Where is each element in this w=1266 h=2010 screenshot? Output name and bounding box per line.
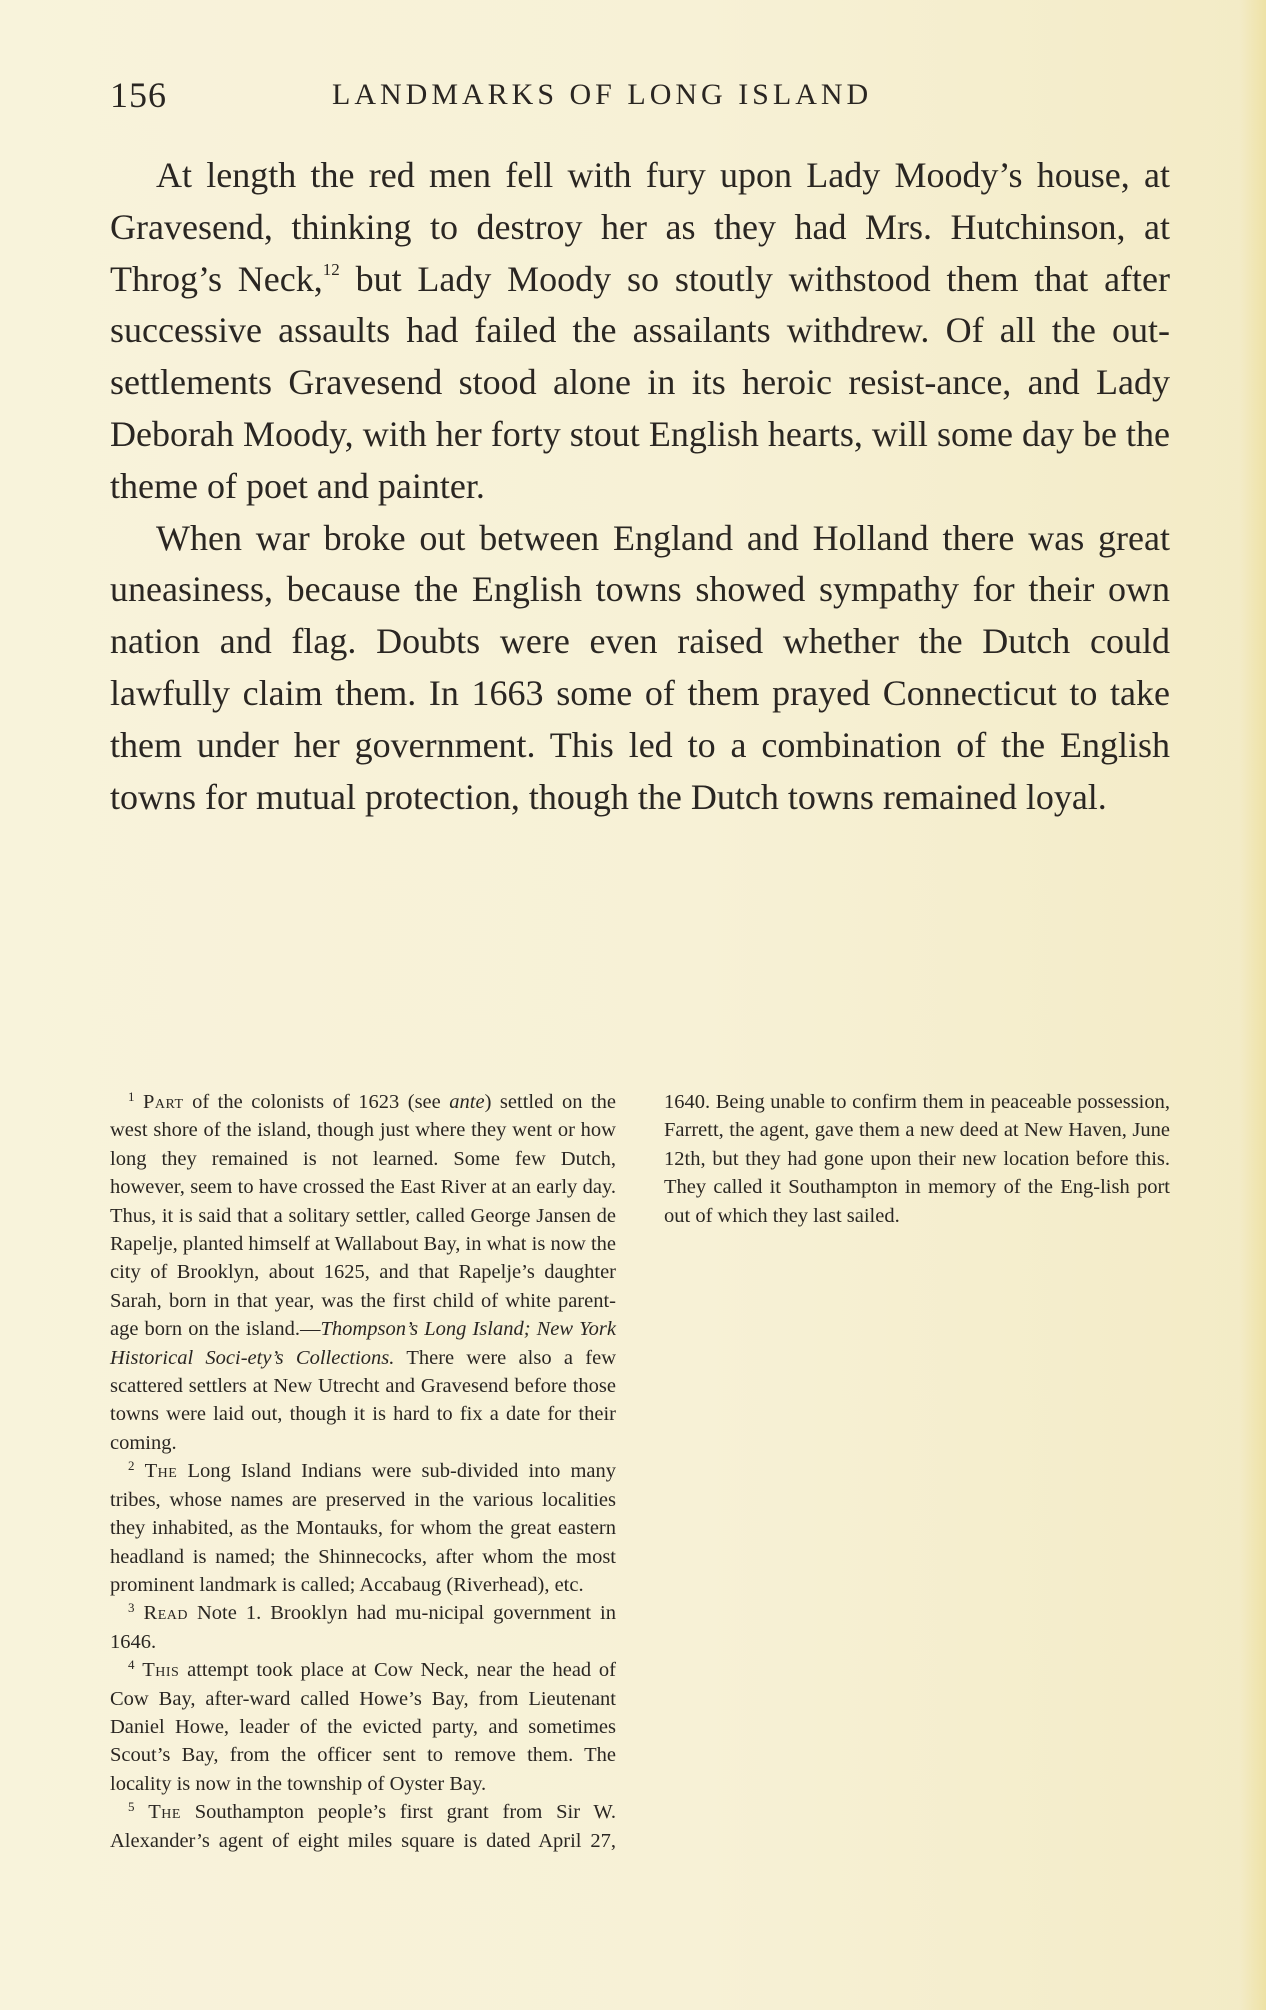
- footnote: [110, 1457, 616, 1599]
- footnote-text: of the colonists of 1623 (see: [183, 1091, 450, 1113]
- footnote-source-citation: Thompson’s Long Island; New York Historical Soci-ety’s Collections.: [110, 1318, 616, 1369]
- footnote-text: Long Island Indians were sub-divided into many tribes, whose names are preserved in the various localities they inhabited, as the Montauks, for whom the great eastern headland is named; the Shinnecocks, after whom the most prominent landmark is called; Accabaug (Riverhead), etc.: [110, 1460, 617, 1596]
- footnote-number: 3: [128, 1600, 135, 1616]
- footnote-lead-word: Read: [143, 1602, 188, 1625]
- footnote-number: 2: [128, 1458, 135, 1474]
- footnote-reference: 12: [322, 259, 340, 279]
- page-edge-shading: [1240, 0, 1266, 2010]
- footnote: [110, 1599, 616, 1656]
- running-head: [110, 74, 1170, 124]
- footnote-number: 4: [128, 1657, 135, 1673]
- footnote: [110, 1656, 616, 1798]
- footnote-text: Southampton people’s first grant from Sir W. Alexander’s agent of eight miles square is dated April 27, 1640. Being unable to confirm them in peaceable possession, Farrett, the agent, gave them a new deed at New Haven, June 12th, but they had gone upon their new location before this. They called it Southampton in memory of the Eng-lish port out of which they last sailed.: [110, 1091, 1170, 1852]
- footnote-text: ) settled on the west shore of the island, though just where they went or how long they remained is not learned. Some few Dutch, however, seem to have crossed the East River at an early day. Thus, it is said that a solitary settler, called George Jansen de Rapelje, planted himself at Wallabout Bay, in what is now the city of Brooklyn, about 1625, and that Rapelje’s daughter Sarah, born in that year, was the first child of white parent-age born on the island.—: [110, 1091, 617, 1341]
- footnote-lead-word: Part: [143, 1091, 184, 1113]
- footnote-text: Note 1. Brooklyn had mu-nicipal government in 1646.: [110, 1602, 617, 1653]
- paragraph-text: At length the red men fell with fury upon Lady Moody’s house, at Gravesend, thinking to destroy her as they had Mrs. Hutchinson, at Throg’s Neck,: [110, 155, 1170, 299]
- page-number: 156: [110, 75, 167, 115]
- footnote-text: attempt took place at Cow Neck, near the head of Cow Bay, after-ward called Howe’s Bay, from Lieutenant Daniel Howe, leader of the evicted party, and sometimes Scout’s Bay, from the officer sent to remove them. The locality is now in the township of Oyster Bay.: [110, 1659, 616, 1795]
- footnote-italic-word: ante: [449, 1091, 485, 1113]
- main-text: [110, 150, 1170, 823]
- footnotes: [110, 1088, 1170, 1863]
- footnote-number: 1: [128, 1089, 135, 1104]
- footnote-lead-word: The: [144, 1460, 178, 1483]
- footnote-number: 5: [128, 1799, 135, 1815]
- paragraph-text: When war broke out between England and Holland there was great uneasiness, because the English towns showed sympathy for their own nation and flag. Doubts were even raised whether the Dutch could lawfully claim them. In 1663 some of them prayed Connecticut to take them under her government. This led to a combination of the English towns for mutual protection, though the Dutch towns remained loyal.: [110, 517, 1170, 817]
- footnote-lead-word: This: [142, 1659, 180, 1682]
- running-title: LANDMARKS OF LONG ISLAND: [332, 78, 873, 111]
- body-paragraph: [110, 150, 1170, 513]
- paragraph-text: but Lady Moody so stoutly withstood them that after successive assaults had failed the assailants withdrew. Of all the out-settlements Gravesend stood alone in its heroic resist-ance, and Lady Deborah Moody, with her forty stout English hearts, will some day be the theme of poet and painter.: [110, 258, 1170, 506]
- footnote-text: There were also a few scattered settlers at New Utrecht and Gravesend before those towns were laid out, though it is hard to fix a date for their coming.: [110, 1346, 617, 1454]
- body-paragraph: [110, 513, 1170, 824]
- footnote: [110, 1088, 616, 1457]
- footnote-lead-word: The: [148, 1801, 181, 1824]
